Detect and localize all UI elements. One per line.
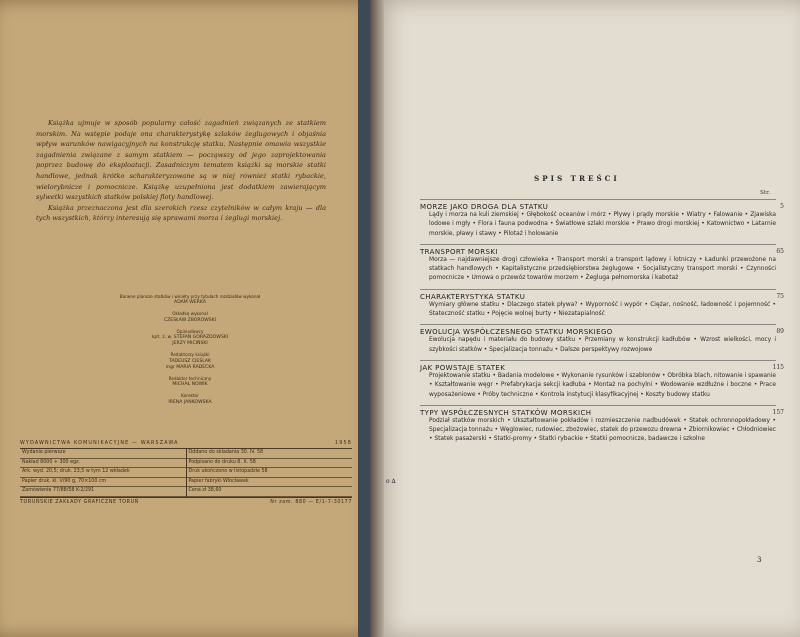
- book-gutter: [370, 0, 384, 637]
- credit-name: TADEUSZ CIEŚLAK: [168, 358, 212, 364]
- imprint-table: [20, 449, 352, 498]
- toc-entry-page: 5: [780, 203, 784, 210]
- toc-entry-page: 157: [772, 408, 784, 416]
- order-number: Nr zam. 880 — E/1-7-30177: [270, 499, 352, 505]
- credit-block: [110, 311, 270, 323]
- toc-entry-page: 89: [776, 328, 784, 336]
- imprint-row: Podpisano do druku 8. X. 58: [187, 459, 353, 469]
- imprint-row: Cena zł 38,60: [187, 487, 353, 497]
- toc-entry: [420, 199, 784, 244]
- toc-entry: [420, 289, 784, 325]
- toc-entry-summary: Podział statków morskich • Ukształtowanie pokładów i rozmieszczenie nadbudówek • Statek ochronnopokładowy • Specjalizacja tonnażu • Węglowiec, rudowiec, zbożowiec, statek do przewozu drewna • Zbiornikowiec • Chłodniowiec • Statek pasażerski • Statki-promy • Statki rybackie • Statki pomocnicze, badawcze i szkolne: [429, 417, 776, 443]
- page-number: 3: [757, 556, 762, 564]
- imprint-footer: [20, 498, 352, 505]
- page-column-label: Str.: [760, 190, 770, 196]
- toc-entry: [420, 244, 784, 289]
- left-page: [0, 0, 378, 637]
- imprint-row: Wydanie pierwsze: [20, 449, 186, 459]
- toc-entry-title: CHARAKTERYSTYKA STATKU: [420, 292, 526, 301]
- toc-entry-summary: Lądy i morza na kuli ziemskiej • Głębokość oceanów i mórz • Pływy i prądy morskie • Wiatry • Falowanie • Zjawiska lodowe i mgły • Flora i fauna podwodna • Światłowe szlaki morskie • Prawo drogi morskiej • Katownictwo • Latarnie morskie, pławy i stawy • Pilotaż i holowanie: [429, 212, 776, 237]
- credit-name: mgr MARIA RADECKA: [165, 364, 215, 370]
- printer-name: TORUŃSKIE ZAKŁADY GRAFICZNE TORUŃ: [20, 499, 139, 505]
- credit-block: [110, 352, 270, 371]
- table-of-contents: [420, 199, 784, 450]
- description-paragraph-2: Książka przeznaczona jest dla szerokich rzesz czytelników w całym kraju — dla tych wszystkich, którzy interesują się sprawami morza i żeglugi morskiej.: [36, 203, 326, 223]
- toc-entry: [420, 360, 784, 405]
- publication-year: 1958: [334, 441, 352, 446]
- credit-name: kpt. ż. w. STEFAN GORAZDOWSKI: [151, 335, 229, 341]
- toc-entry-page: 65: [776, 247, 784, 255]
- toc-entry-title: MORZE JAKO DROGA DLA STATKU: [420, 203, 549, 211]
- toc-entry-summary: Projektowanie statku • Badania modelowe • Wykonanie rysunków i szablonów • Obróbka blach, nitowanie i spawanie • Kształtowanie węgr • Prefabrykacja sekcji kadłuba • Montaż na pochylni • Wodowanie wzdłużne i boczne • Prace wyposażeniowe • Próby techniczne • Kontrola instytucji klasyfikacyjnej • Koszty budowy statku: [429, 372, 776, 398]
- imprint-row: Ark. wyd. 20,5; druk. 23,5 w tym 12 wkładek: [20, 468, 186, 478]
- credit-block: [110, 393, 270, 405]
- credit-name: CZESŁAW ZBOROWSKI: [163, 317, 217, 323]
- credit-name: IRENA JANKOWSKA: [168, 399, 212, 405]
- imprint-row: Papier druk. kl. V/90 g, 70×100 cm: [20, 478, 186, 488]
- gutter-marks: o ∆: [386, 478, 396, 485]
- credit-role: Korektor: [181, 393, 199, 399]
- credit-block: [110, 329, 270, 348]
- toc-entry-page: 115: [772, 363, 784, 371]
- toc-entry-summary: Wymiary główne statku • Dlaczego statek pływa? • Wyporność i wypór • Ciężar, nośność, ładowność i pojemność • Stateczność statku • Pojęcie wolnej burty • Niezatapialność: [429, 301, 776, 318]
- imprint-row: Oddano do składania 30. IV. 58: [187, 449, 353, 459]
- credits: [110, 294, 270, 411]
- credit-block: [110, 294, 270, 306]
- toc-entry-page: 75: [776, 292, 784, 300]
- imprint-column-right: [187, 449, 353, 497]
- credit-name: JERZY MICIŃSKI: [172, 341, 208, 347]
- toc-entry-title: EWOLUCJA WSPÓŁCZESNEGO STATKU MORSKIEGO: [420, 328, 613, 337]
- imprint-row: Nakład 8000 + 300 egz.: [20, 459, 186, 469]
- credit-name: ADAM WERKA: [174, 300, 206, 306]
- credit-role: Redaktorzy książki: [170, 352, 210, 358]
- toc-entry-title: JAK POWSTAJE STATEK: [420, 363, 506, 372]
- imprint-header: [20, 441, 352, 449]
- publisher-name: WYDAWNICTWA KOMUNIKACYJNE — WARSZAWA: [20, 441, 179, 446]
- imprint-row: Druk ukończono w listopadzie 58: [187, 468, 353, 478]
- imprint-box: [20, 441, 352, 505]
- description-paragraph-1: Książka ujmuje w sposób popularny całość zagadnień związanych ze statkiem morskim. Na wstępie podaje ona charakterystykę szlaków żeglugowych i objaśnia wpływ warunków nawigacyjnych na konstrukcję statku. Następnie omawia wszystkie zagadnienia związane z samym statkiem — począwszy od jego zaprojektowania poprzez budowę do eksploatacji. Zasadniczym tematem książki są morskie statki handlowe, jednak krótko scharakteryzowane są w niej również statki rybackie, wielorybnicze i pomocnicze. Książkę uzupełniona jest dodatkiem zawierającym sylwetki wszystkich statków polskiej floty handlowej.: [36, 119, 326, 202]
- credit-role: Redaktor techniczny: [168, 376, 212, 382]
- imprint-row: Zamówienie 77/88/58 K-2/291: [20, 487, 186, 497]
- book-description: [36, 118, 326, 224]
- toc-entry-summary: Morza — najdawniejsze drogi człowieka • Transport morski a transport lądowy i lotniczy • Ładunki przewożone na statkach handlowych • Kapitalistyczne przedsiębiorstwa żeglugowe • Socjalistyczny transport morski • Czynności pomocnicze • Umowa o przewóz towarów morzem • Żegluga pełnomorska i kabotaż: [429, 256, 776, 282]
- credit-role: Okładkę wykonał: [172, 311, 208, 317]
- toc-entry: [420, 324, 784, 360]
- toc-entry-title: TYPY WSPÓŁCZESNYCH STATKÓW MORSKICH: [420, 408, 592, 417]
- credit-role: Barwne plansze statków i winiety przy tytułach rozdziałów wykonał: [119, 294, 261, 299]
- imprint-column-left: [20, 449, 187, 497]
- credit-name: MICHAŁ NOWIK: [172, 382, 208, 388]
- toc-title: SPIS TREŚCI: [534, 174, 620, 183]
- toc-entry-summary: Ewolucja napędu i materiału do budowy statku • Przemiany w konstrukcji kadłubów • Wzrost wielkości, mocy i szybkości statków • Specjalizacja tonnażu • Dalsze perspektywy rozwojowe: [429, 337, 776, 353]
- credit-block: [110, 376, 270, 388]
- imprint-row: Papier fabryki Włocławek: [187, 478, 353, 488]
- toc-entry-title: TRANSPORT MORSKI: [420, 247, 498, 256]
- credit-role: Opiniodawcy: [176, 328, 204, 334]
- toc-entry: [420, 405, 784, 450]
